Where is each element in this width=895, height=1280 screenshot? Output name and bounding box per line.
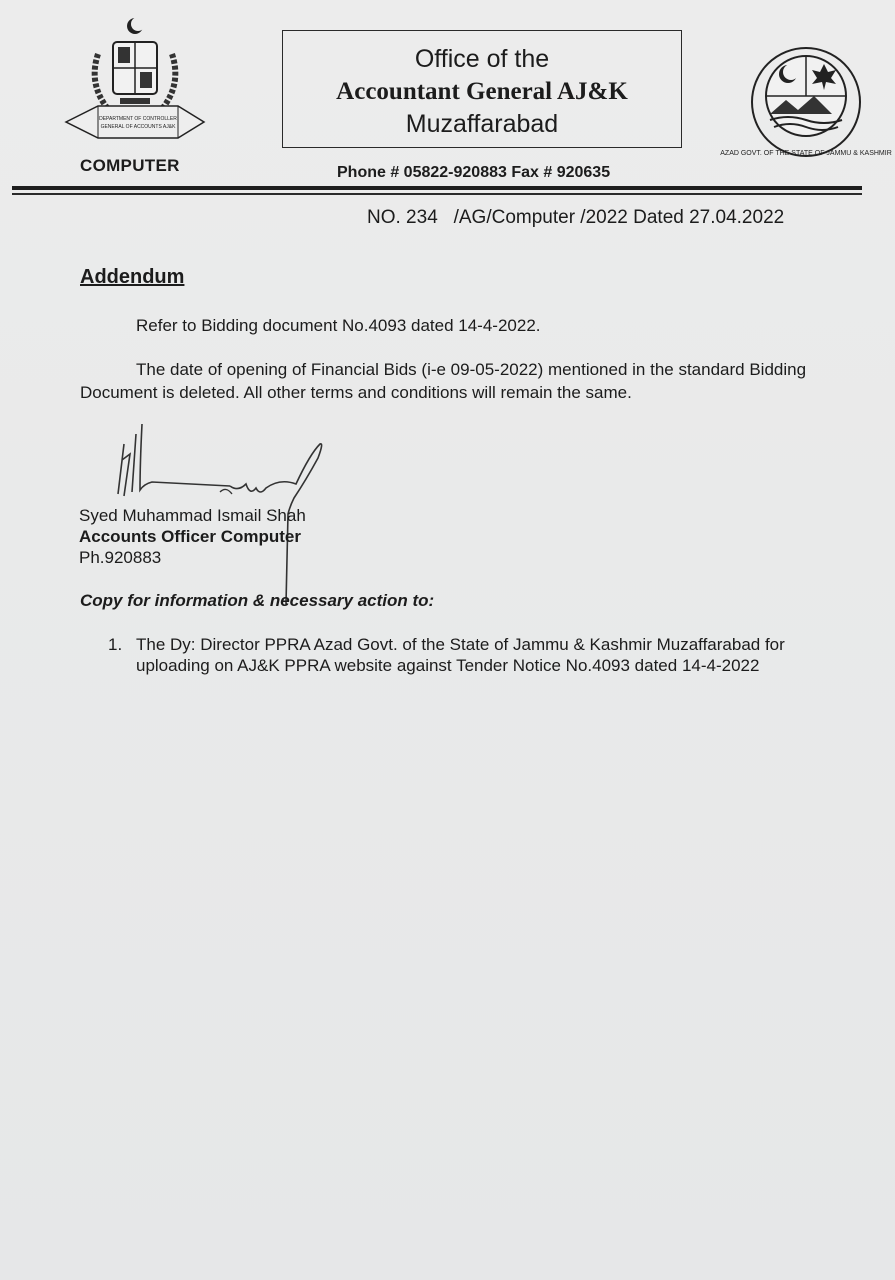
signatory-designation: Accounts Officer Computer bbox=[79, 527, 301, 546]
signatory-phone: Ph.920883 bbox=[79, 548, 162, 567]
copy-to-heading: Copy for information & necessary action to: bbox=[80, 591, 435, 610]
paragraph-2: The date of opening of Financial Bids (i-e 09-05-2022) mentioned in the standard Bidding Document is deleted. All other terms and conditions will remain the same. bbox=[80, 360, 807, 402]
signatory-block bbox=[79, 505, 306, 568]
list-item-text: The Dy: Director PPRA Azad Govt. of the State of Jammu & Kashmir Muzaffarabad for uploading on AJ&K PPRA website against Tender Notice No.4093 dated 14-4-2022 bbox=[136, 635, 785, 675]
reference-number: NO. 234 /AG/Computer /2022 Dated 27.04.2022 bbox=[367, 207, 785, 228]
seal-text: AZAD GOVT. OF THE STATE OF JAMMU & KASHMIR bbox=[720, 150, 892, 157]
phone-fax: Phone # 05822-920883 Fax # 920635 bbox=[337, 164, 611, 181]
office-line-2: Accountant General AJ&K bbox=[336, 78, 628, 105]
office-header-box bbox=[282, 30, 682, 148]
header-divider-thin bbox=[12, 193, 862, 195]
svg-text:GENERAL OF ACCOUNTS AJ&K: GENERAL OF ACCOUNTS AJ&K bbox=[100, 124, 176, 130]
addendum-heading: Addendum bbox=[80, 266, 185, 288]
ajk-seal-icon bbox=[720, 34, 892, 159]
government-emblem-icon bbox=[58, 14, 208, 149]
header-divider-thick bbox=[12, 186, 862, 190]
paragraph-1: Refer to Bidding document No.4093 dated 14-4-2022. bbox=[136, 316, 541, 335]
office-line-3: Muzaffarabad bbox=[405, 110, 559, 138]
signatory-name: Syed Muhammad Ismail Shah bbox=[79, 506, 306, 525]
department-label: COMPUTER bbox=[80, 156, 180, 175]
office-line-1: Office of the bbox=[414, 45, 550, 73]
list-item-number: 1. bbox=[108, 635, 123, 654]
svg-text:DEPARTMENT OF CONTROLLER: DEPARTMENT OF CONTROLLER bbox=[99, 116, 177, 122]
